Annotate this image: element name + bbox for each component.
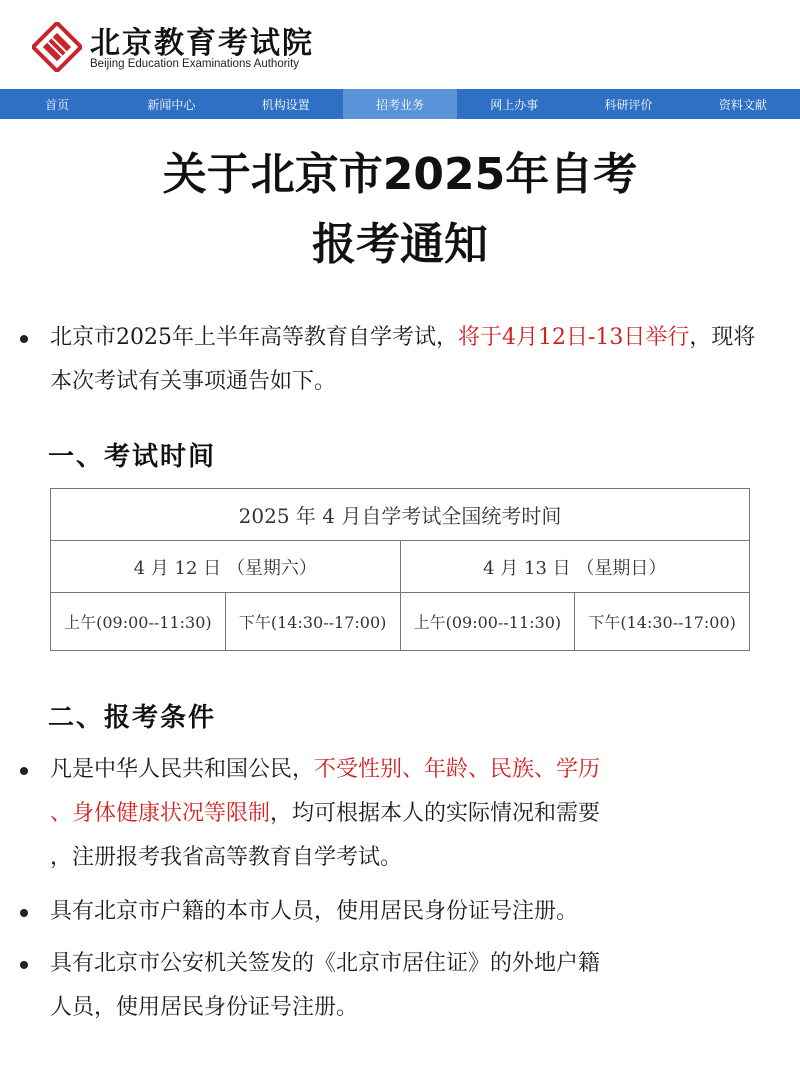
page-title-line2: 报考通知 [312, 219, 488, 270]
nav-item-home[interactable]: 首页 [45, 97, 70, 112]
eligibility-highlight: 、身体健康状况等限制 [50, 801, 271, 826]
exam-schedule-table [50, 488, 750, 651]
eligibility-text: 具有北京市公安机关签发的《北京市居住证》的外地户籍 [50, 951, 601, 976]
site-header [0, 0, 800, 88]
table-day-header: 4 月 12 日 （星期六） [51, 541, 401, 593]
main-nav [0, 89, 800, 119]
nav-item-admissions[interactable]: 招考业务 [343, 89, 457, 119]
beijing-exam-logo-icon[interactable] [32, 22, 82, 72]
nav-item-news[interactable]: 新闻中心 [147, 97, 196, 112]
table-slot-cell: 上午(09:00--11:30) [51, 593, 226, 651]
table-caption: 2025 年 4 月自学考试全国统考时间 [51, 489, 750, 541]
eligibility-line [50, 986, 760, 1030]
eligibility-highlight: 不受性别、年龄、民族、学历 [314, 757, 601, 782]
table-slot-cell: 上午(09:00--11:30) [400, 593, 575, 651]
section-heading-exam-time: 一、考试时间 [48, 442, 217, 472]
eligibility-item [50, 748, 760, 880]
eligibility-text: ，均可根据本人的实际情况和需要 [270, 801, 601, 826]
bullet-icon [20, 961, 28, 969]
intro-highlight: 将于4月12日-13日举行 [458, 325, 690, 350]
intro-text-after: ，现将本次考试有关事项通告如下。 [50, 325, 756, 394]
table-slot-cell: 下午(14:30--17:00) [575, 593, 750, 651]
eligibility-text: ，注册报考我省高等教育自学考试。 [50, 845, 403, 870]
bullet-icon [20, 767, 28, 775]
eligibility-item [50, 890, 760, 934]
bullet-icon [20, 335, 28, 343]
org-name-cn[interactable]: 北京教育考试院 [90, 26, 314, 61]
section-heading-eligibility: 二、报考条件 [48, 703, 217, 733]
eligibility-item [50, 942, 760, 1030]
nav-item-online-services[interactable]: 网上办事 [490, 97, 539, 112]
table-day-header: 4 月 13 日 （星期日） [400, 541, 750, 593]
eligibility-text: 人员，使用居民身份证号注册。 [50, 995, 359, 1020]
intro-paragraph [50, 316, 760, 404]
table-slot-cell: 下午(14:30--17:00) [225, 593, 400, 651]
eligibility-line [50, 836, 760, 880]
eligibility-text: 具有北京市户籍的本市人员，使用居民身份证号注册。 [50, 899, 579, 924]
intro-text-before: 北京市2025年上半年高等教育自学考试， [50, 325, 458, 350]
eligibility-line [50, 890, 760, 934]
eligibility-text: 凡是中华人民共和国公民， [50, 757, 315, 782]
eligibility-line [50, 792, 760, 836]
page-title-line1: 关于北京市2025年自考 [162, 149, 638, 200]
nav-item-organization[interactable]: 机构设置 [261, 97, 310, 112]
eligibility-line [50, 748, 760, 792]
eligibility-line [50, 942, 760, 986]
bullet-icon [20, 909, 28, 917]
org-name-en: Beijing Education Examinations Authority [90, 58, 300, 70]
nav-item-research[interactable]: 科研评价 [604, 97, 653, 112]
nav-item-resources[interactable]: 资料文献 [718, 97, 767, 112]
page-title [0, 140, 800, 280]
